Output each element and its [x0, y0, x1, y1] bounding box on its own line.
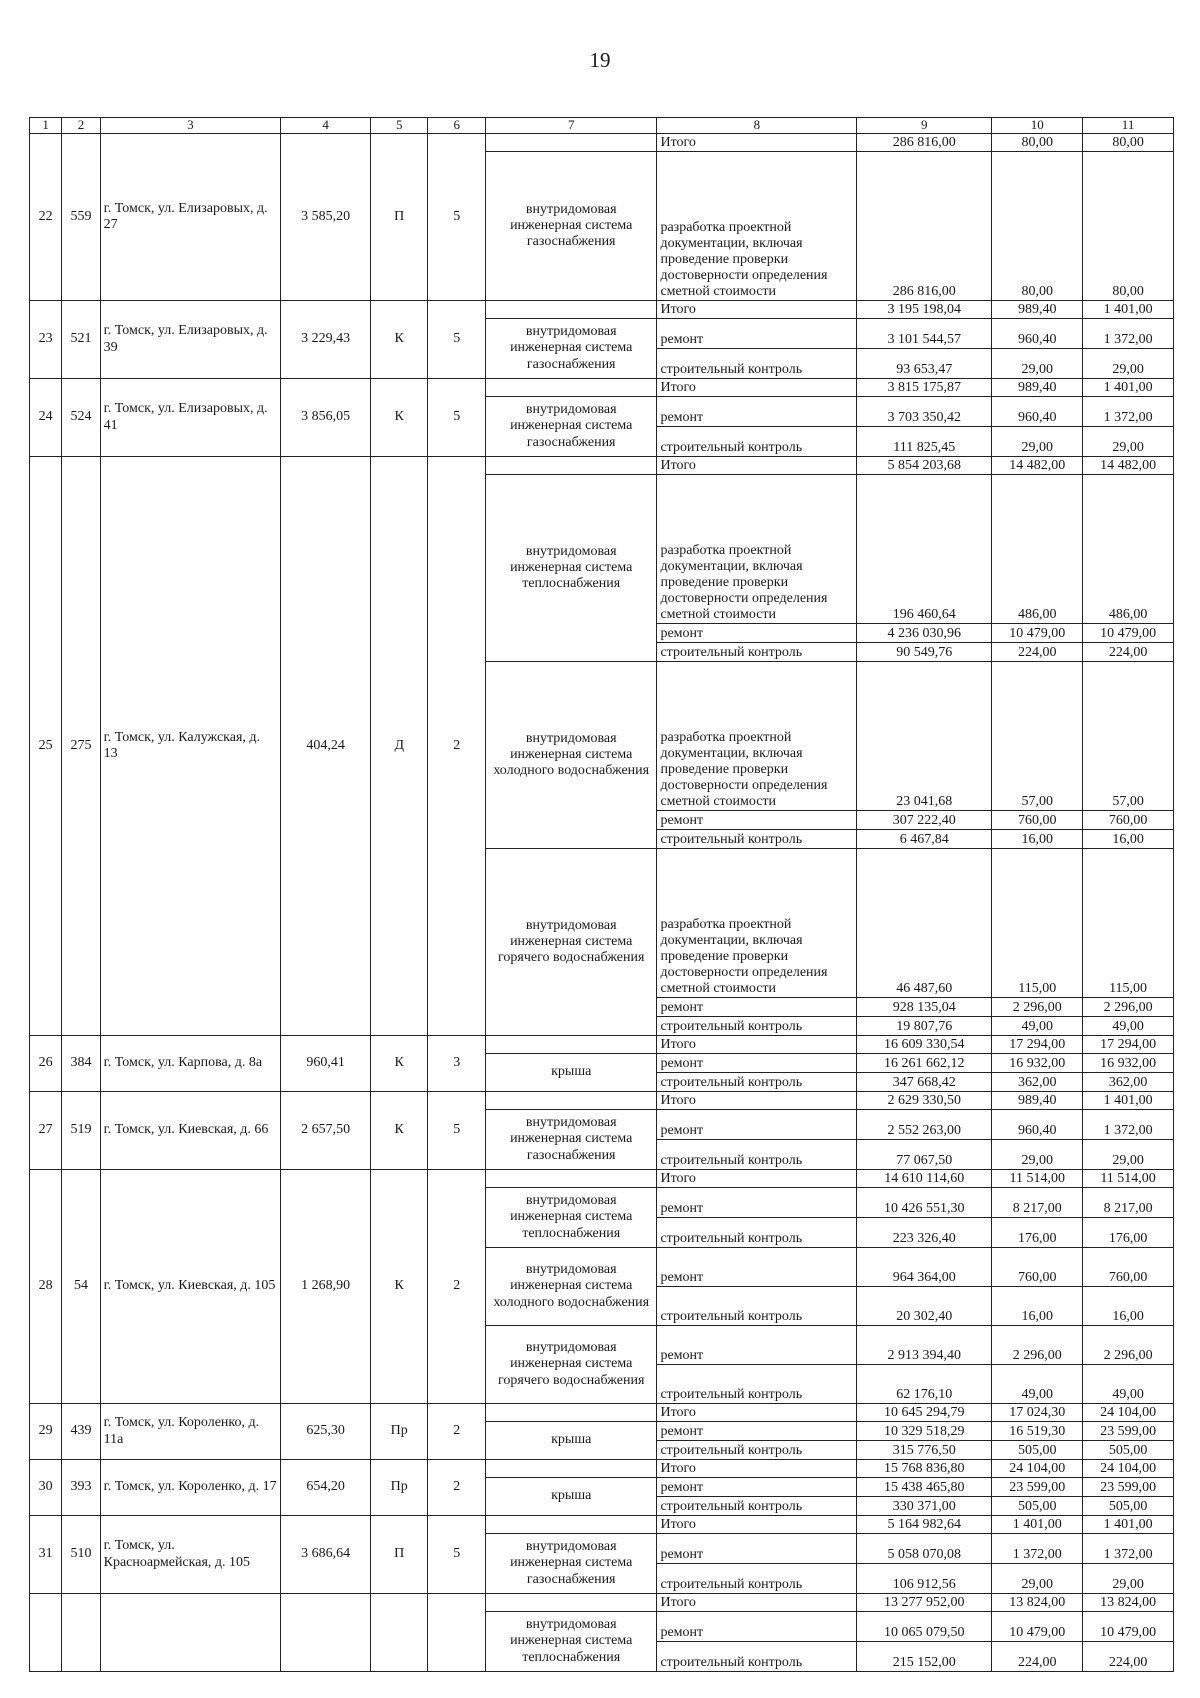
work-unit-cost: 486,00 — [992, 475, 1083, 624]
floor-count: 5 — [428, 1092, 486, 1170]
floor-count: 3 — [428, 1036, 486, 1092]
wall-material: К — [370, 379, 428, 457]
work-cost: 215 152,00 — [857, 1642, 992, 1672]
house-address: г. Томск, ул. Елизаровых, д. 41 — [100, 379, 281, 457]
house-area: 3 229,43 — [281, 301, 371, 379]
work-max-unit-cost: 16,00 — [1083, 1287, 1174, 1326]
work-type: разработка проектной документации, включая проведение проверки достоверности определения сметной стоимости — [657, 662, 857, 811]
work-cost: 62 176,10 — [857, 1365, 992, 1404]
total-unit-cost: 14 482,00 — [992, 457, 1083, 475]
work-unit-cost: 224,00 — [992, 643, 1083, 662]
work-max-unit-cost: 10 479,00 — [1083, 1612, 1174, 1642]
total-max-unit-cost: 80,00 — [1083, 134, 1174, 152]
table-row — [30, 301, 1174, 319]
work-unit-cost: 176,00 — [992, 1218, 1083, 1248]
house-area: 404,24 — [281, 457, 371, 1036]
work-unit-cost: 49,00 — [992, 1017, 1083, 1036]
total-cost: 5 854 203,68 — [857, 457, 992, 475]
capital-repair-table — [29, 117, 1174, 1672]
house-area: 3 686,64 — [281, 1516, 371, 1594]
work-unit-cost: 80,00 — [992, 152, 1083, 301]
system-name: внутридомовая инженерная система газоснабжения — [485, 1534, 656, 1594]
work-max-unit-cost: 8 217,00 — [1083, 1188, 1174, 1218]
floor-count: 2 — [428, 457, 486, 1036]
work-max-unit-cost: 23 599,00 — [1083, 1422, 1174, 1441]
work-type: ремонт — [657, 1326, 857, 1365]
wall-material: Пр — [370, 1460, 428, 1516]
work-type: ремонт — [657, 319, 857, 349]
work-type: ремонт — [657, 1054, 857, 1073]
table-row — [30, 134, 1174, 152]
row-number: 24 — [30, 379, 62, 457]
work-cost: 106 912,56 — [857, 1564, 992, 1594]
house-address: г. Томск, ул. Карпова, д. 8а — [100, 1036, 281, 1092]
house-area: 3 856,05 — [281, 379, 371, 457]
column-number: 1 — [30, 118, 62, 134]
work-max-unit-cost: 29,00 — [1083, 349, 1174, 379]
row-number — [30, 1594, 62, 1672]
table-body — [30, 118, 1174, 1672]
work-type: ремонт — [657, 811, 857, 830]
work-type: строительный контроль — [657, 1218, 857, 1248]
house-id: 54 — [62, 1170, 100, 1404]
work-cost: 347 668,42 — [857, 1073, 992, 1092]
floor-count: 2 — [428, 1460, 486, 1516]
work-cost: 286 816,00 — [857, 152, 992, 301]
work-max-unit-cost: 29,00 — [1083, 427, 1174, 457]
house-area: 654,20 — [281, 1460, 371, 1516]
work-cost: 90 549,76 — [857, 643, 992, 662]
system-name: внутридомовая инженерная система горячего водоснабжения — [485, 1326, 656, 1404]
work-cost: 6 467,84 — [857, 830, 992, 849]
system-name: внутридомовая инженерная система газоснабжения — [485, 1110, 656, 1170]
work-type: ремонт — [657, 998, 857, 1017]
total-label: Итого — [657, 301, 857, 319]
total-label: Итого — [657, 379, 857, 397]
floor-count: 2 — [428, 1170, 486, 1404]
system-name: внутридомовая инженерная система теплоснабжения — [485, 1612, 656, 1672]
system-blank-cell — [485, 1404, 656, 1422]
house-id — [62, 1594, 100, 1672]
row-number: 31 — [30, 1516, 62, 1594]
work-unit-cost: 505,00 — [992, 1497, 1083, 1516]
total-label: Итого — [657, 1092, 857, 1110]
work-max-unit-cost: 49,00 — [1083, 1365, 1174, 1404]
work-cost: 10 426 551,30 — [857, 1188, 992, 1218]
total-unit-cost: 17 024,30 — [992, 1404, 1083, 1422]
work-max-unit-cost: 1 372,00 — [1083, 1110, 1174, 1140]
house-address: г. Томск, ул. Короленко, д. 11а — [100, 1404, 281, 1460]
work-type: строительный контроль — [657, 1365, 857, 1404]
work-unit-cost: 10 479,00 — [992, 624, 1083, 643]
work-max-unit-cost: 760,00 — [1083, 811, 1174, 830]
work-max-unit-cost: 760,00 — [1083, 1248, 1174, 1287]
floor-count: 5 — [428, 379, 486, 457]
work-cost: 330 371,00 — [857, 1497, 992, 1516]
total-cost: 10 645 294,79 — [857, 1404, 992, 1422]
total-label: Итого — [657, 1516, 857, 1534]
total-label: Итого — [657, 1594, 857, 1612]
house-area: 2 657,50 — [281, 1092, 371, 1170]
work-unit-cost: 760,00 — [992, 1248, 1083, 1287]
wall-material: Пр — [370, 1404, 428, 1460]
work-cost: 307 222,40 — [857, 811, 992, 830]
house-id: 519 — [62, 1092, 100, 1170]
total-unit-cost: 11 514,00 — [992, 1170, 1083, 1188]
floor-count: 2 — [428, 1404, 486, 1460]
table-row — [30, 1516, 1174, 1534]
work-max-unit-cost: 505,00 — [1083, 1441, 1174, 1460]
wall-material: П — [370, 1516, 428, 1594]
column-number: 8 — [657, 118, 857, 134]
work-unit-cost: 29,00 — [992, 427, 1083, 457]
wall-material: Д — [370, 457, 428, 1036]
system-name: внутридомовая инженерная система газоснабжения — [485, 319, 656, 379]
table-row — [30, 379, 1174, 397]
work-type: строительный контроль — [657, 1642, 857, 1672]
work-cost: 111 825,45 — [857, 427, 992, 457]
work-type: ремонт — [657, 1188, 857, 1218]
work-type: строительный контроль — [657, 1564, 857, 1594]
wall-material: К — [370, 301, 428, 379]
total-label: Итого — [657, 457, 857, 475]
table-row — [30, 1460, 1174, 1478]
system-blank-cell — [485, 379, 656, 397]
table-row — [30, 457, 1174, 475]
wall-material: К — [370, 1092, 428, 1170]
house-address: г. Томск, ул. Киевская, д. 66 — [100, 1092, 281, 1170]
work-max-unit-cost: 16,00 — [1083, 830, 1174, 849]
work-cost: 77 067,50 — [857, 1140, 992, 1170]
house-id: 521 — [62, 301, 100, 379]
system-blank-cell — [485, 1460, 656, 1478]
work-type: строительный контроль — [657, 349, 857, 379]
work-type: ремонт — [657, 397, 857, 427]
column-number: 10 — [992, 118, 1083, 134]
system-blank-cell — [485, 1516, 656, 1534]
column-number-row — [30, 118, 1174, 134]
work-cost: 93 653,47 — [857, 349, 992, 379]
work-max-unit-cost: 362,00 — [1083, 1073, 1174, 1092]
floor-count — [428, 1594, 486, 1672]
floor-count: 5 — [428, 1516, 486, 1594]
work-type: ремонт — [657, 1248, 857, 1287]
total-unit-cost: 989,40 — [992, 379, 1083, 397]
work-unit-cost: 2 296,00 — [992, 1326, 1083, 1365]
row-number: 28 — [30, 1170, 62, 1404]
work-type: ремонт — [657, 1110, 857, 1140]
work-type: строительный контроль — [657, 1287, 857, 1326]
system-blank-cell — [485, 1170, 656, 1188]
column-number: 5 — [370, 118, 428, 134]
work-type: ремонт — [657, 1422, 857, 1441]
row-number: 27 — [30, 1092, 62, 1170]
work-unit-cost: 362,00 — [992, 1073, 1083, 1092]
house-id: 439 — [62, 1404, 100, 1460]
house-area: 3 585,20 — [281, 134, 371, 301]
table-row — [30, 1036, 1174, 1054]
system-blank-cell — [485, 1036, 656, 1054]
system-name: крыша — [485, 1422, 656, 1460]
row-number: 23 — [30, 301, 62, 379]
total-cost: 13 277 952,00 — [857, 1594, 992, 1612]
total-cost: 5 164 982,64 — [857, 1516, 992, 1534]
work-unit-cost: 505,00 — [992, 1441, 1083, 1460]
column-number: 11 — [1083, 118, 1174, 134]
total-max-unit-cost: 24 104,00 — [1083, 1460, 1174, 1478]
house-id: 559 — [62, 134, 100, 301]
house-address: г. Томск, ул. Киевская, д. 105 — [100, 1170, 281, 1404]
work-max-unit-cost: 1 372,00 — [1083, 1534, 1174, 1564]
total-unit-cost: 1 401,00 — [992, 1516, 1083, 1534]
work-cost: 2 913 394,40 — [857, 1326, 992, 1365]
row-number: 22 — [30, 134, 62, 301]
house-address — [100, 1594, 281, 1672]
work-max-unit-cost: 57,00 — [1083, 662, 1174, 811]
work-cost: 23 041,68 — [857, 662, 992, 811]
total-label: Итого — [657, 134, 857, 152]
house-area — [281, 1594, 371, 1672]
work-unit-cost: 224,00 — [992, 1642, 1083, 1672]
total-max-unit-cost: 17 294,00 — [1083, 1036, 1174, 1054]
total-label: Итого — [657, 1036, 857, 1054]
total-cost: 3 195 198,04 — [857, 301, 992, 319]
system-blank-cell — [485, 134, 656, 152]
work-unit-cost: 16,00 — [992, 830, 1083, 849]
work-cost: 4 236 030,96 — [857, 624, 992, 643]
work-type: строительный контроль — [657, 643, 857, 662]
system-name: крыша — [485, 1478, 656, 1516]
work-cost: 928 135,04 — [857, 998, 992, 1017]
column-number: 3 — [100, 118, 281, 134]
floor-count: 5 — [428, 134, 486, 301]
work-cost: 20 302,40 — [857, 1287, 992, 1326]
work-cost: 3 101 544,57 — [857, 319, 992, 349]
work-unit-cost: 960,40 — [992, 319, 1083, 349]
work-unit-cost: 960,40 — [992, 1110, 1083, 1140]
work-type: разработка проектной документации, включая проведение проверки достоверности определения сметной стоимости — [657, 849, 857, 998]
total-unit-cost: 989,40 — [992, 1092, 1083, 1110]
column-number: 2 — [62, 118, 100, 134]
work-unit-cost: 16,00 — [992, 1287, 1083, 1326]
total-max-unit-cost: 1 401,00 — [1083, 1516, 1174, 1534]
work-max-unit-cost: 1 372,00 — [1083, 397, 1174, 427]
work-unit-cost: 49,00 — [992, 1365, 1083, 1404]
total-unit-cost: 80,00 — [992, 134, 1083, 152]
work-unit-cost: 57,00 — [992, 662, 1083, 811]
system-blank-cell — [485, 1092, 656, 1110]
work-max-unit-cost: 176,00 — [1083, 1218, 1174, 1248]
table-row — [30, 1170, 1174, 1188]
work-type: строительный контроль — [657, 1140, 857, 1170]
work-cost: 3 703 350,42 — [857, 397, 992, 427]
system-name: внутридомовая инженерная система газоснабжения — [485, 152, 656, 301]
column-number: 9 — [857, 118, 992, 134]
work-max-unit-cost: 224,00 — [1083, 1642, 1174, 1672]
work-cost: 10 329 518,29 — [857, 1422, 992, 1441]
work-unit-cost: 16 932,00 — [992, 1054, 1083, 1073]
work-max-unit-cost: 2 296,00 — [1083, 998, 1174, 1017]
house-address: г. Томск, ул. Калужская, д. 13 — [100, 457, 281, 1036]
total-max-unit-cost: 13 824,00 — [1083, 1594, 1174, 1612]
page-number: 19 — [589, 48, 611, 72]
total-label: Итого — [657, 1460, 857, 1478]
work-unit-cost: 23 599,00 — [992, 1478, 1083, 1497]
work-type: ремонт — [657, 624, 857, 643]
work-max-unit-cost: 23 599,00 — [1083, 1478, 1174, 1497]
total-label: Итого — [657, 1404, 857, 1422]
total-unit-cost: 24 104,00 — [992, 1460, 1083, 1478]
total-cost: 286 816,00 — [857, 134, 992, 152]
house-area: 1 268,90 — [281, 1170, 371, 1404]
work-max-unit-cost: 1 372,00 — [1083, 319, 1174, 349]
table-row — [30, 1594, 1174, 1612]
work-max-unit-cost: 29,00 — [1083, 1140, 1174, 1170]
total-label: Итого — [657, 1170, 857, 1188]
total-max-unit-cost: 11 514,00 — [1083, 1170, 1174, 1188]
work-unit-cost: 29,00 — [992, 1564, 1083, 1594]
total-cost: 16 609 330,54 — [857, 1036, 992, 1054]
wall-material — [370, 1594, 428, 1672]
table-row — [30, 1092, 1174, 1110]
work-unit-cost: 16 519,30 — [992, 1422, 1083, 1441]
wall-material: П — [370, 134, 428, 301]
total-unit-cost: 17 294,00 — [992, 1036, 1083, 1054]
system-name: внутридомовая инженерная система газоснабжения — [485, 397, 656, 457]
work-cost: 223 326,40 — [857, 1218, 992, 1248]
work-max-unit-cost: 224,00 — [1083, 643, 1174, 662]
house-address: г. Томск, ул. Елизаровых, д. 39 — [100, 301, 281, 379]
work-cost: 315 776,50 — [857, 1441, 992, 1460]
work-max-unit-cost: 16 932,00 — [1083, 1054, 1174, 1073]
work-cost: 5 058 070,08 — [857, 1534, 992, 1564]
house-id: 393 — [62, 1460, 100, 1516]
wall-material: К — [370, 1170, 428, 1404]
total-cost: 3 815 175,87 — [857, 379, 992, 397]
row-number: 29 — [30, 1404, 62, 1460]
work-unit-cost: 115,00 — [992, 849, 1083, 998]
system-blank-cell — [485, 1594, 656, 1612]
system-name: внутридомовая инженерная система теплоснабжения — [485, 1188, 656, 1248]
column-number: 4 — [281, 118, 371, 134]
work-type: строительный контроль — [657, 830, 857, 849]
work-type: ремонт — [657, 1612, 857, 1642]
house-id: 524 — [62, 379, 100, 457]
total-cost: 15 768 836,80 — [857, 1460, 992, 1478]
house-id: 384 — [62, 1036, 100, 1092]
total-unit-cost: 989,40 — [992, 301, 1083, 319]
work-unit-cost: 760,00 — [992, 811, 1083, 830]
total-cost: 2 629 330,50 — [857, 1092, 992, 1110]
house-address: г. Томск, ул. Красноармейская, д. 105 — [100, 1516, 281, 1594]
work-cost: 10 065 079,50 — [857, 1612, 992, 1642]
work-unit-cost: 960,40 — [992, 397, 1083, 427]
work-cost: 964 364,00 — [857, 1248, 992, 1287]
system-blank-cell — [485, 457, 656, 475]
work-unit-cost: 1 372,00 — [992, 1534, 1083, 1564]
work-type: разработка проектной документации, включая проведение проверки достоверности определения сметной стоимости — [657, 475, 857, 624]
total-unit-cost: 13 824,00 — [992, 1594, 1083, 1612]
system-name: внутридомовая инженерная система холодного водоснабжения — [485, 1248, 656, 1326]
column-number: 7 — [485, 118, 656, 134]
total-max-unit-cost: 24 104,00 — [1083, 1404, 1174, 1422]
house-id: 275 — [62, 457, 100, 1036]
work-unit-cost: 29,00 — [992, 1140, 1083, 1170]
work-cost: 15 438 465,80 — [857, 1478, 992, 1497]
house-area: 960,41 — [281, 1036, 371, 1092]
system-blank-cell — [485, 301, 656, 319]
floor-count: 5 — [428, 301, 486, 379]
table-row — [30, 1404, 1174, 1422]
total-cost: 14 610 114,60 — [857, 1170, 992, 1188]
total-max-unit-cost: 1 401,00 — [1083, 1092, 1174, 1110]
total-max-unit-cost: 1 401,00 — [1083, 301, 1174, 319]
house-address: г. Томск, ул. Короленко, д. 17 — [100, 1460, 281, 1516]
work-max-unit-cost: 49,00 — [1083, 1017, 1174, 1036]
work-unit-cost: 29,00 — [992, 349, 1083, 379]
work-unit-cost: 2 296,00 — [992, 998, 1083, 1017]
work-type: разработка проектной документации, включая проведение проверки достоверности определения сметной стоимости — [657, 152, 857, 301]
work-unit-cost: 10 479,00 — [992, 1612, 1083, 1642]
work-type: ремонт — [657, 1534, 857, 1564]
work-cost: 2 552 263,00 — [857, 1110, 992, 1140]
total-max-unit-cost: 1 401,00 — [1083, 379, 1174, 397]
row-number: 30 — [30, 1460, 62, 1516]
work-type: строительный контроль — [657, 1441, 857, 1460]
work-type: строительный контроль — [657, 427, 857, 457]
work-max-unit-cost: 29,00 — [1083, 1564, 1174, 1594]
system-name: внутридомовая инженерная система горячего водоснабжения — [485, 849, 656, 1036]
work-type: ремонт — [657, 1478, 857, 1497]
work-cost: 46 487,60 — [857, 849, 992, 998]
work-type: строительный контроль — [657, 1497, 857, 1516]
system-name: внутридомовая инженерная система теплоснабжения — [485, 475, 656, 662]
row-number: 26 — [30, 1036, 62, 1092]
system-name: крыша — [485, 1054, 656, 1092]
house-address: г. Томск, ул. Елизаровых, д. 27 — [100, 134, 281, 301]
work-max-unit-cost: 486,00 — [1083, 475, 1174, 624]
system-name: внутридомовая инженерная система холодного водоснабжения — [485, 662, 656, 849]
house-id: 510 — [62, 1516, 100, 1594]
total-max-unit-cost: 14 482,00 — [1083, 457, 1174, 475]
work-max-unit-cost: 80,00 — [1083, 152, 1174, 301]
work-cost: 196 460,64 — [857, 475, 992, 624]
work-type: строительный контроль — [657, 1017, 857, 1036]
work-max-unit-cost: 10 479,00 — [1083, 624, 1174, 643]
work-max-unit-cost: 505,00 — [1083, 1497, 1174, 1516]
work-cost: 16 261 662,12 — [857, 1054, 992, 1073]
work-unit-cost: 8 217,00 — [992, 1188, 1083, 1218]
wall-material: К — [370, 1036, 428, 1092]
row-number: 25 — [30, 457, 62, 1036]
work-max-unit-cost: 115,00 — [1083, 849, 1174, 998]
work-max-unit-cost: 2 296,00 — [1083, 1326, 1174, 1365]
work-type: строительный контроль — [657, 1073, 857, 1092]
house-area: 625,30 — [281, 1404, 371, 1460]
work-cost: 19 807,76 — [857, 1017, 992, 1036]
column-number: 6 — [428, 118, 486, 134]
